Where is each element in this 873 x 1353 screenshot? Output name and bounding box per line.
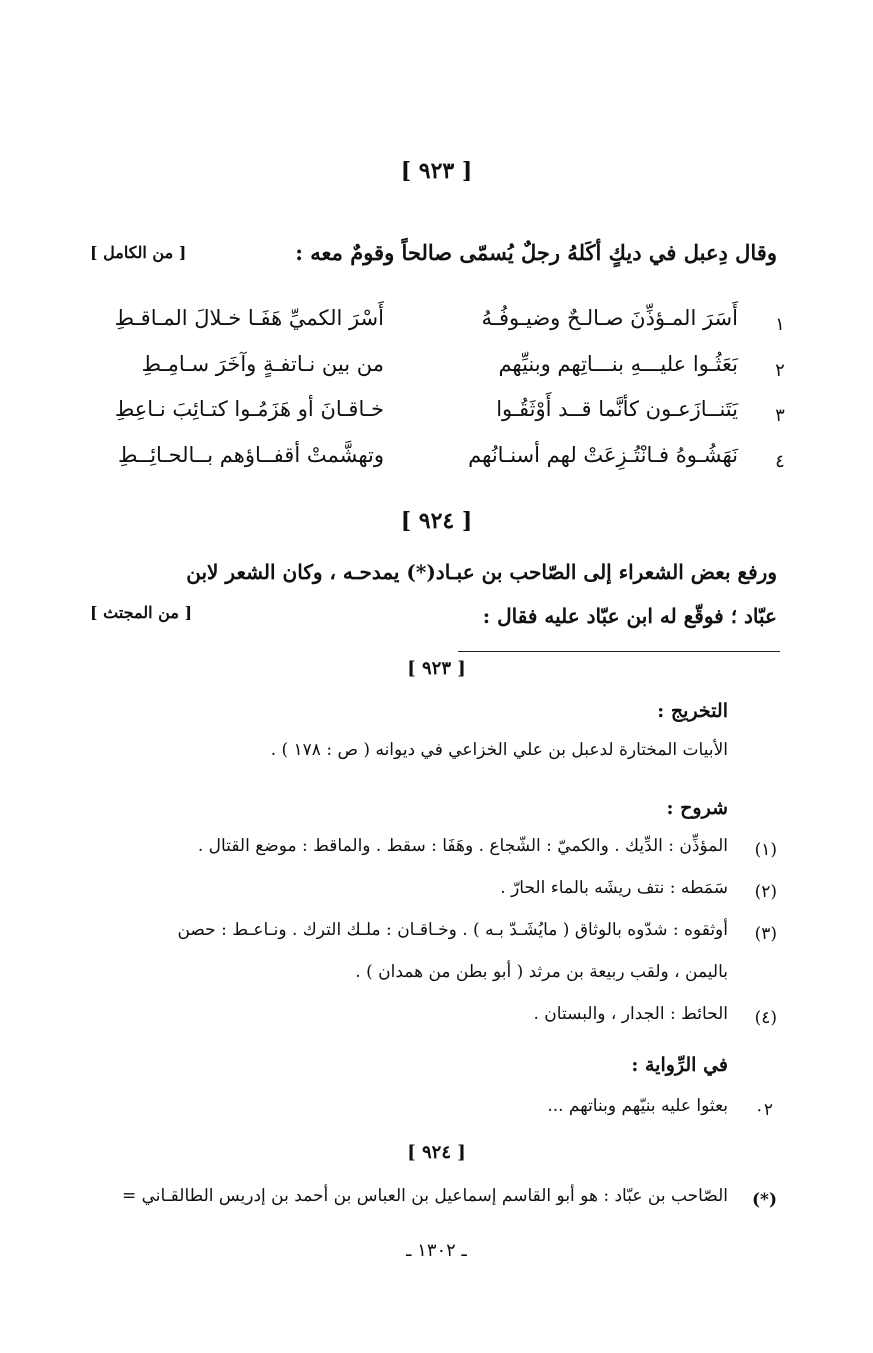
verse-number: ٢ (775, 360, 785, 381)
takhrij-text: الأبيات المختارة لدعبل بن علي الخزاعي في ديوانه ( ص : ١٧٨ ) . (270, 740, 728, 760)
verse-number: ٤ (775, 451, 785, 472)
note-text: المؤذِّن : الدِّيك . والكميّ : الشّجاع . وهَفَا : سقط . والماقط : موضع القتال . (197, 836, 728, 856)
note-number: (٢) (754, 882, 777, 902)
note-marker: (*) (752, 1190, 777, 1210)
shuruh-title: شروح : (666, 797, 728, 819)
verse-number: ١ (775, 314, 785, 335)
poem-924-intro-line-1: ورفع بعض الشعراء إلى الصّاحب بن عبـاد(*) يمدحـه ، وكان الشعر لابن (186, 560, 777, 584)
riwaya-title: في الرِّواية : (631, 1054, 728, 1076)
note-text: سَمَطه : نتف ريشَه بالماء الحارّ . (500, 878, 728, 898)
note-number: (٣) (754, 924, 777, 944)
notes-924-header: [ ٩٢٤ ] (407, 1142, 466, 1163)
verse-number: ٣ (775, 405, 785, 426)
verse-hemistich-1: بَعَثُـوا عليـــهِ بنـــاتِهم وبنيِّهم (498, 352, 738, 376)
verse-hemistich-2: من بين نـاتفـةٍ وآخَرَ سـامِـطِ (141, 352, 384, 376)
note-text: الحائط : الجدار ، والبستان . (533, 1004, 728, 1024)
poem-924-header: [ ٩٢٤ ] (400, 508, 473, 534)
verse-hemistich-1: أَسَرَ المـؤذِّنَ صـالـحٌ وضيـوفُـهُ (481, 306, 738, 330)
verse-hemistich-1: نَهَشُـوهُ فـانْتُـزِعَتْ لهم أسنـانُهم (468, 443, 738, 467)
poem-923-intro: وقال دِعبل في ديكٍ أكَلهُ رجلٌ يُسمّى صالحاً وقومٌ معه : (295, 240, 777, 265)
note-text: أوثقوه : شدّوه بالوثاق ( مايُشَـدّ بـه ) . وخـاقـان : ملـك الترك . ونـاعـط : حصن (177, 920, 728, 940)
riwaya-text: بعثوا عليه بنيّهم وبناتهم ... (547, 1096, 728, 1116)
takhrij-title: التخريج : (657, 700, 728, 722)
poem-924-intro-line-2: عبّاد ؛ فوقّع له ابن عبّاد عليه فقال : (482, 604, 777, 628)
verse-hemistich-1: يَتَنــازَعـون كأنَّما قــد أَوْثَقُـوا (496, 397, 738, 421)
poem-923-header: [ ٩٢٣ ] (400, 158, 473, 184)
notes-923-header: [ ٩٢٣ ] (407, 658, 466, 679)
footnote-separator (458, 651, 780, 652)
page-number: ـ ١٣٠٢ ـ (406, 1240, 467, 1261)
riwaya-number: ٠٢ (754, 1100, 773, 1120)
poem-923-meter: [ من الكامل ] (90, 243, 187, 262)
note-text-continued: باليمن ، ولقب ربيعة بن مرثد ( أبو بطن من همدان ) . (355, 962, 728, 982)
verse-hemistich-2: خـاقـانَ أو هَزَمُـوا كتـائِبَ نـاعِطِ (114, 397, 384, 421)
note-number: (١) (754, 840, 777, 860)
note-924-text: الصّاحب بن عبّاد : هو أبو القاسم إسماعيل بن العباس بن أحمد بن إدريس الطالقـاني = (121, 1186, 728, 1206)
verse-hemistich-2: أَسْرَ الكميِّ هَفَـا خـلالَ المـاقـطِ (114, 306, 384, 330)
poem-924-meter: [ من المجتث ] (90, 603, 193, 622)
note-number: (٤) (754, 1008, 777, 1028)
verse-hemistich-2: وتهشَّمتْ أقفــاؤهم بــالحـائِــطِ (117, 443, 384, 467)
